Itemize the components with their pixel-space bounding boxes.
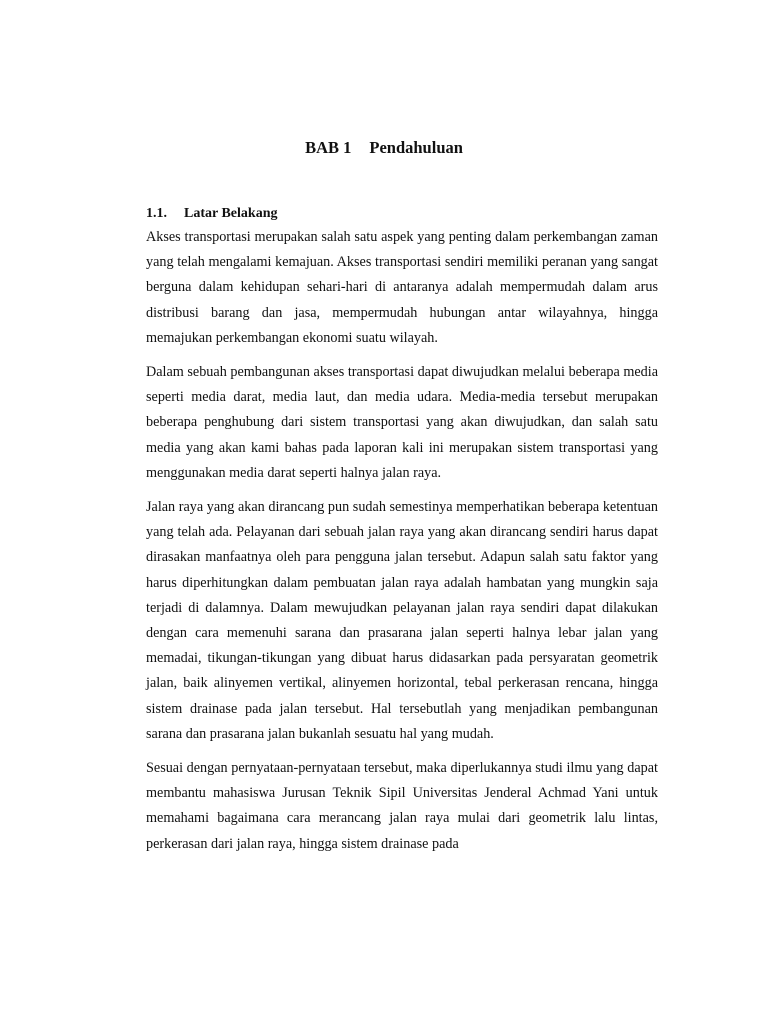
chapter-title	[0, 137, 768, 159]
section-heading	[146, 203, 658, 225]
paragraph-2: Dalam sebuah pembangunan akses transportasi dapat diwujudkan melalui beberapa media seperti media darat, media laut, dan media udara. Media-media tersebut merupakan beberapa penghubung dari sistem transportasi yang akan diwujudkan, dan salah satu media yang akan kami bahas pada laporan kali ini merupakan sistem transportasi yang menggunakan media darat seperti halnya jalan raya.	[146, 364, 658, 481]
chapter-name: Pendahuluan	[369, 138, 463, 157]
section-title: Latar Belakang	[184, 206, 278, 221]
paragraph-1: Akses transportasi merupakan salah satu aspek yang penting dalam perkembangan zaman yang telah mengalami kemajuan. Akses transportasi sendiri memiliki peranan yang sangat berguna dalam kehidupan sehari-hari di antaranya adalah mempermudah dalam arus distribusi barang dan jasa, mempermudah hubungan antar wilayahnya, hingga memajukan perkembangan ekonomi suatu wilayah.	[146, 229, 658, 346]
page-body	[146, 203, 658, 866]
chapter-number: BAB 1	[305, 138, 352, 157]
paragraph-3: Jalan raya yang akan dirancang pun sudah semestinya memperhatikan beberapa ketentuan yang telah ada. Pelayanan dari sebuah jalan raya yang akan dirancang sendiri harus dapat dirasakan manfaatnya oleh para pengguna jalan tersebut. Adapun salah satu faktor yang harus diperhitungkan dalam pembuatan jalan raya adalah hambatan yang mungkin saja terjadi di dalamnya. Dalam mewujudkan pelayanan jalan raya sendiri dapat dilakukan dengan cara memenuhi sarana dan prasarana jalan seperti halnya lebar jalan yang memadai, tikungan-tikungan yang dibuat harus didasarkan pada persyaratan geometrik jalan, baik alinyemen vertikal, alinyemen horizontal, tebal perkerasan rencana, hingga sistem drainase pada jalan tersebut. Hal tersebutlah yang menjadikan pembangunan sarana dan prasarana jalan bukanlah sesuatu hal yang mudah.	[146, 499, 658, 742]
section-number: 1.1.	[146, 206, 167, 221]
paragraph-4: Sesuai dengan pernyataan-pernyataan tersebut, maka diperlukannya studi ilmu yang dapat membantu mahasiswa Jurusan Teknik Sipil Universitas Jenderal Achmad Yani untuk memahami bagaimana cara merancang jalan raya mulai dari geometrik lalu lintas, perkerasan dari jalan raya, hingga sistem drainase pada	[146, 760, 658, 852]
